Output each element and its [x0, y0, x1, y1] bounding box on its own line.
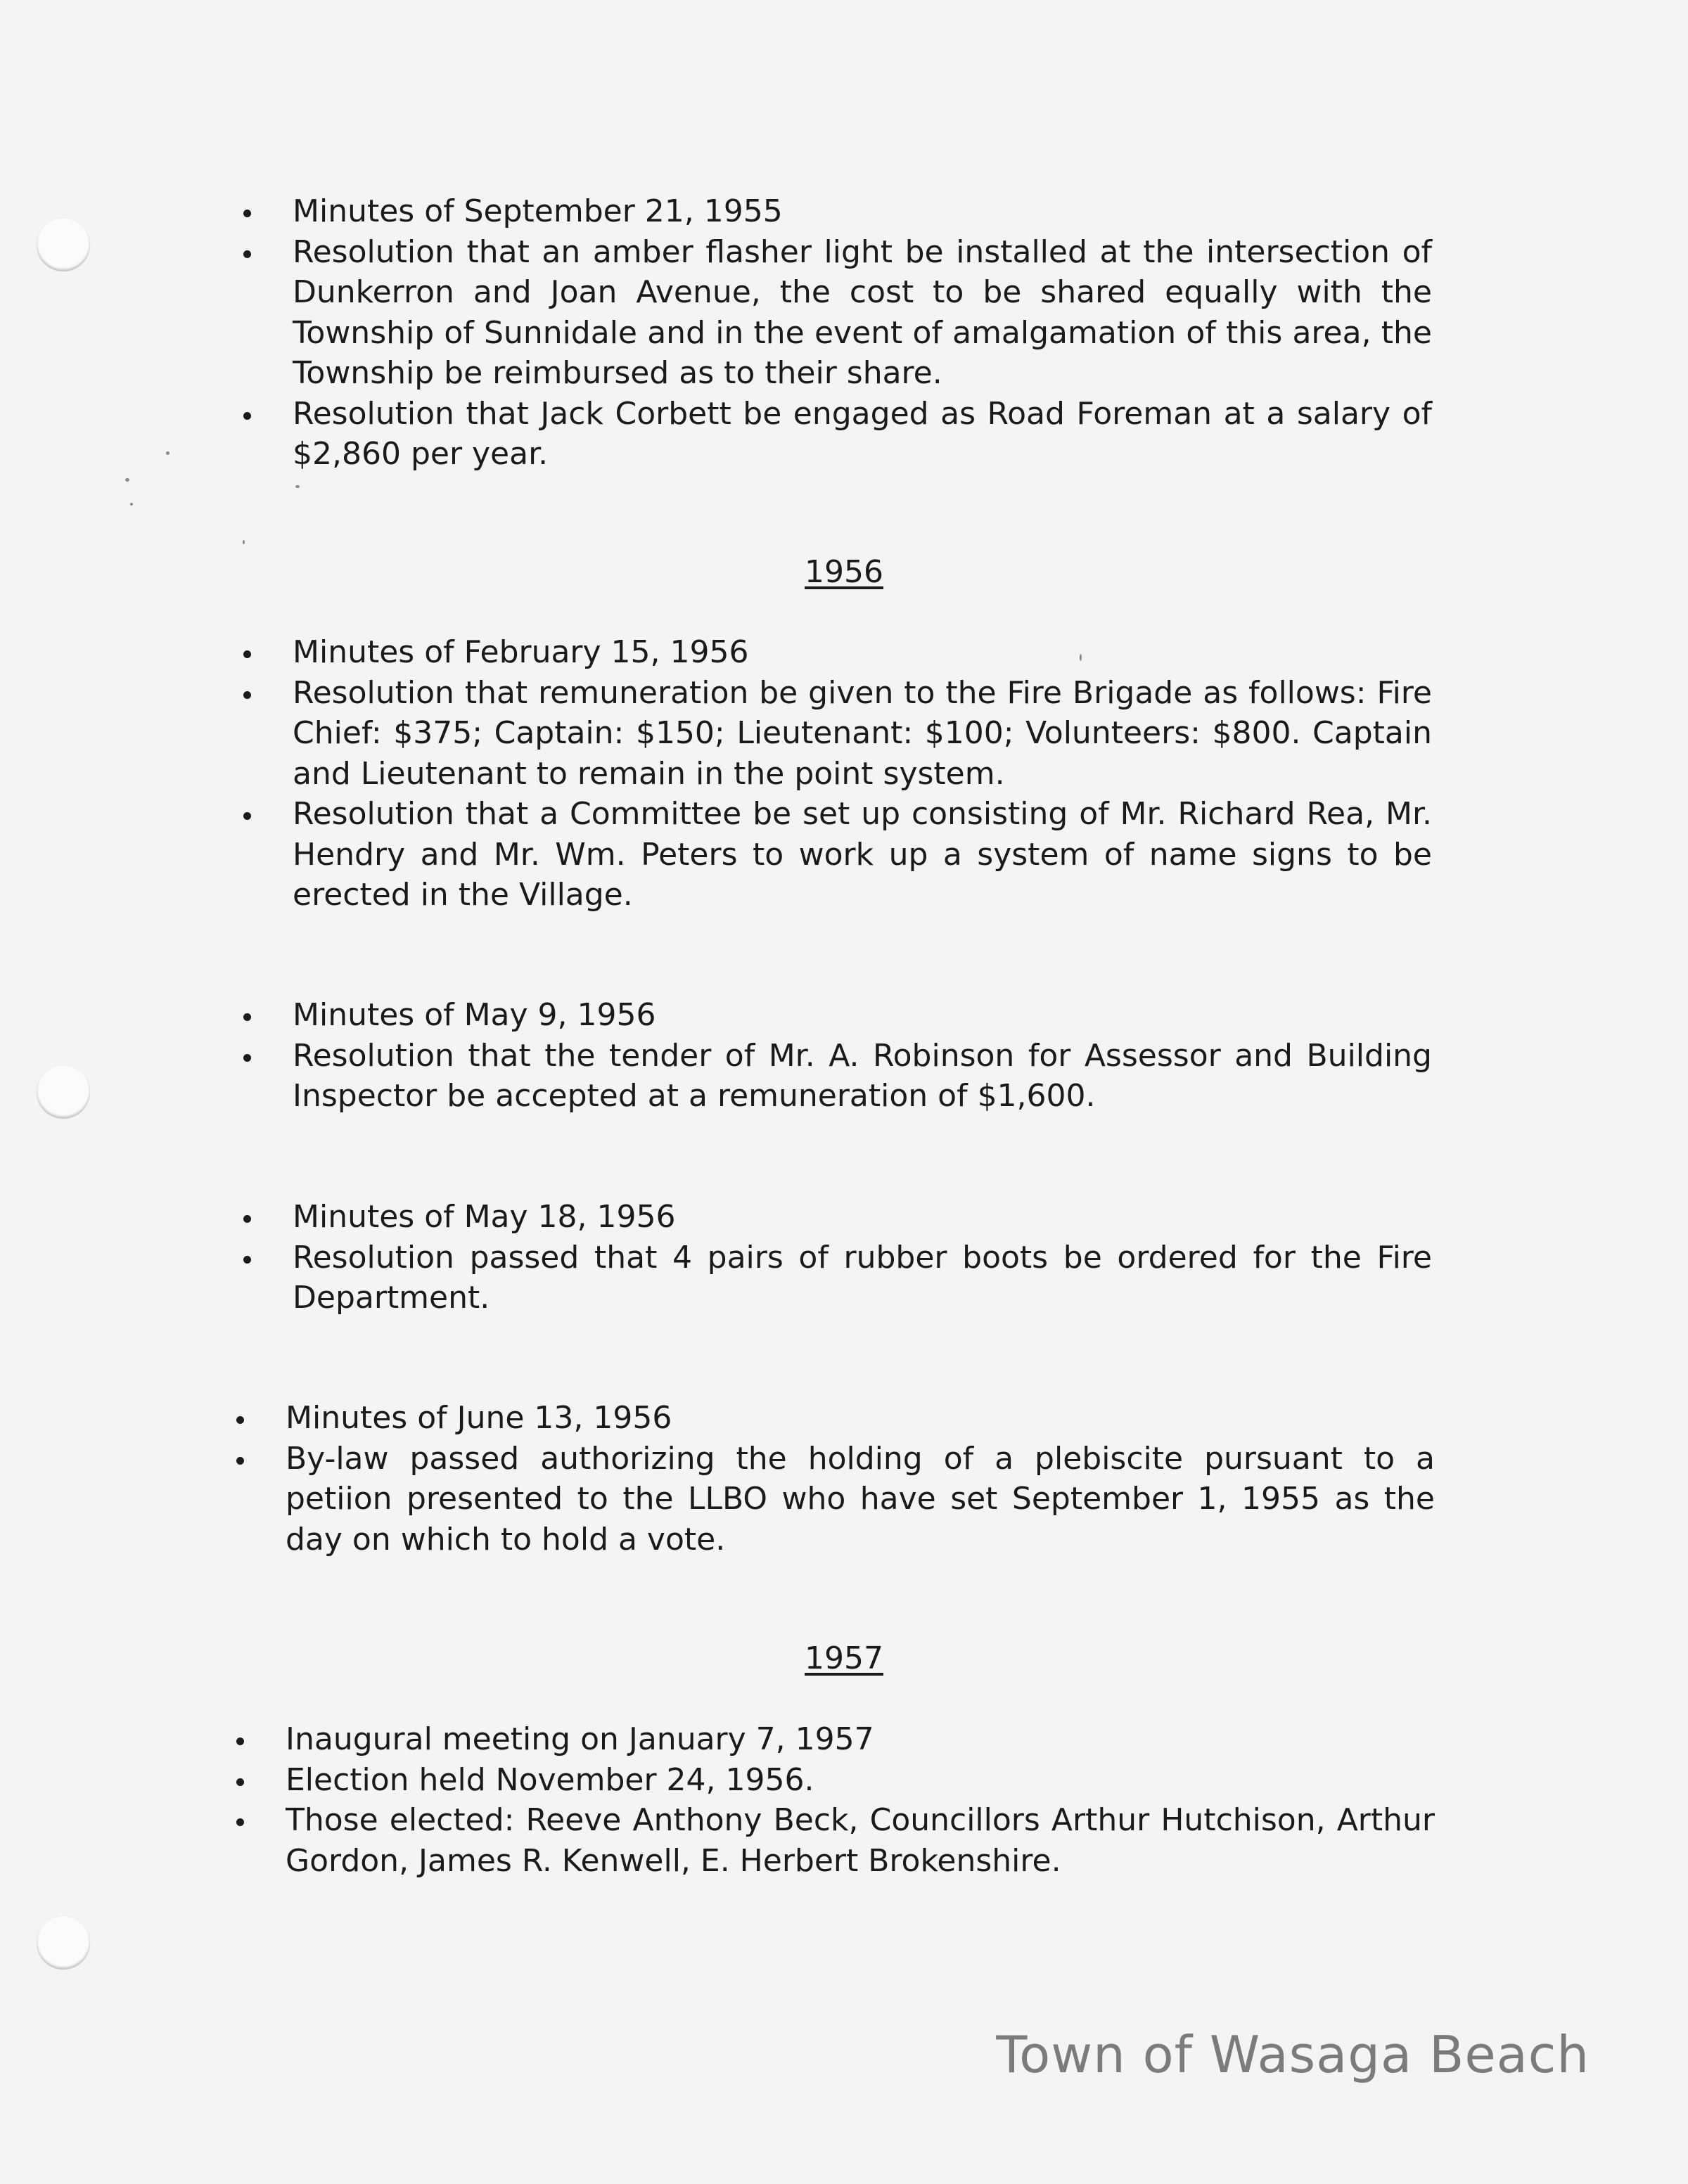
list-item: Resolution that a Committee be set up consisting of Mr. Richard Rea, Mr. Hendry and Mr. Wm. Peters to work up a system of name signs to be erected in the Village. [239, 794, 1432, 916]
year-heading-1956: 1956 [805, 554, 883, 590]
list-item: Minutes of June 13, 1956 [232, 1398, 1435, 1439]
scan-speck [125, 478, 129, 482]
scan-speck [166, 451, 170, 455]
minutes-section-1956-jun [232, 1398, 1435, 1560]
scan-speck [243, 540, 245, 544]
watermark-town-of-wasaga-beach: Town of Wasaga Beach [996, 2025, 1590, 2084]
punch-hole-top [37, 218, 90, 271]
punch-hole-bottom [37, 1916, 90, 1970]
list-item: Resolution that an amber flasher light be installed at the intersection of Dunkerron and Joan Avenue, the cost to be shared equally with the Township of Sunnidale and in the event of amalgamation of this area, the Township be reimbursed as to their share. [239, 232, 1432, 394]
list-item: Resolution that the tender of Mr. A. Robinson for Assessor and Building Inspector be accepted at a remuneration of $1,600. [239, 1036, 1432, 1117]
minutes-section-1957-jan [232, 1719, 1435, 1881]
minutes-section-1956-may9 [239, 995, 1432, 1117]
minutes-section-1955-sep [239, 191, 1432, 475]
list-item: Minutes of May 9, 1956 [239, 995, 1432, 1036]
minutes-section-1956-may18 [239, 1197, 1432, 1318]
list-item: Those elected: Reeve Anthony Beck, Councillors Arthur Hutchison, Arthur Gordon, James R. Kenwell, E. Herbert Brokenshire. [232, 1800, 1435, 1881]
list-item: Minutes of February 15, 1956 [239, 632, 1432, 673]
minutes-section-1956-feb [239, 632, 1432, 916]
list-item: Minutes of May 18, 1956 [239, 1197, 1432, 1238]
scan-speck [130, 503, 133, 506]
list-item: Resolution that remuneration be given to the Fire Brigade as follows: Fire Chief: $375; Captain: $150; Lieutenant: $100; Volunteers: $800. Captain and Lieutenant to remain in the point system. [239, 673, 1432, 795]
list-item: Resolution passed that 4 pairs of rubber boots be ordered for the Fire Department. [239, 1238, 1432, 1318]
punch-hole-middle [37, 1065, 90, 1119]
scan-speck [295, 485, 300, 488]
list-item: Resolution that Jack Corbett be engaged as Road Foreman at a salary of $2,860 per year. [239, 394, 1432, 475]
list-item: Minutes of September 21, 1955 [239, 191, 1432, 232]
list-item: By-law passed authorizing the holding of a plebiscite pursuant to a petiion presented to the LLBO who have set September 1, 1955 as the day on which to hold a vote. [232, 1439, 1435, 1560]
year-heading-1957: 1957 [805, 1640, 883, 1676]
list-item: Inaugural meeting on January 7, 1957 [232, 1719, 1435, 1760]
list-item: Election held November 24, 1956. [232, 1760, 1435, 1801]
